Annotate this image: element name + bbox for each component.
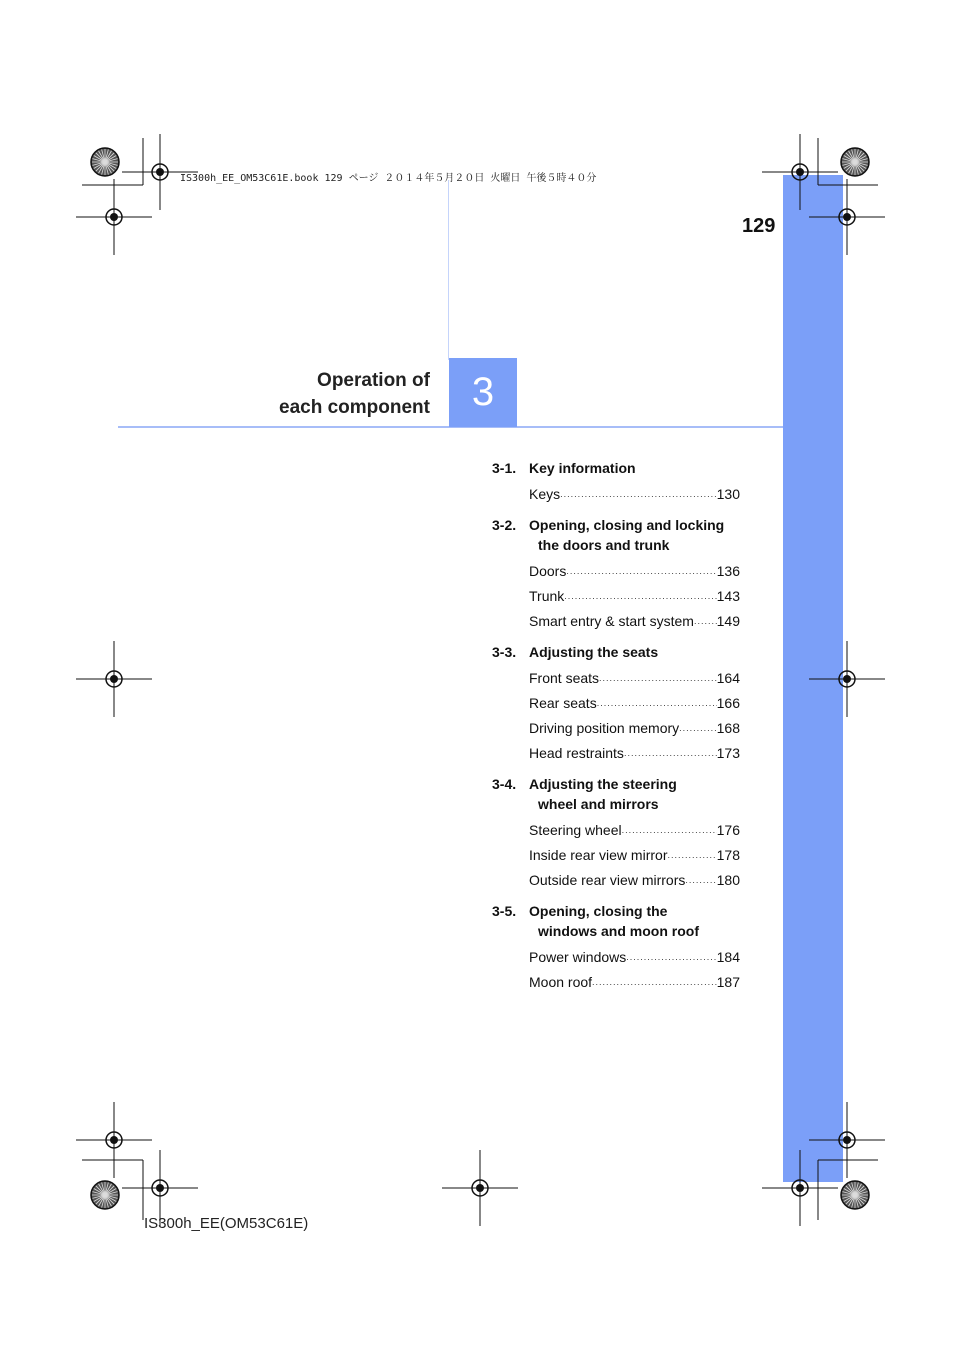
toc-entry-label: Doors xyxy=(529,563,567,579)
toc-section-title xyxy=(529,515,724,555)
toc-section-title-line: Opening, closing and locking xyxy=(529,517,725,533)
registration-cross-icon xyxy=(106,209,122,225)
toc-section-title-line: wheel and mirrors xyxy=(538,796,659,812)
toc-section xyxy=(492,458,740,478)
toc-entry-label: Smart entry & start system xyxy=(529,613,694,629)
toc-entry[interactable] xyxy=(529,609,740,634)
toc-entry-leader xyxy=(624,741,717,766)
toc-entry-leader xyxy=(592,970,717,995)
registration-cross-icon xyxy=(152,164,168,180)
chapter-title-line2: each component xyxy=(279,397,430,418)
toc-entry-label: Moon roof xyxy=(529,974,593,990)
toc-entry[interactable] xyxy=(529,818,740,843)
toc-section xyxy=(492,774,740,814)
toc-entry-page: 166 xyxy=(716,695,740,711)
registration-starburst-icon xyxy=(91,148,119,176)
toc-section-title xyxy=(529,774,677,814)
toc-entry-page: 143 xyxy=(716,588,740,604)
toc-section-title-line: Adjusting the seats xyxy=(529,644,659,660)
toc-entry-label: Front seats xyxy=(529,670,600,686)
toc-entry-label: Power windows xyxy=(529,949,627,965)
toc-entry-label: Keys xyxy=(529,486,561,502)
toc-entry[interactable] xyxy=(529,741,740,766)
header-divider xyxy=(448,180,449,360)
registration-cross-icon xyxy=(106,671,122,687)
toc-section-number: 3-1. xyxy=(492,460,517,476)
toc-section-number: 3-3. xyxy=(492,644,517,660)
toc-section xyxy=(492,515,740,555)
footer-code: IS300h_EE(OM53C61E) xyxy=(144,1215,309,1232)
toc-entry-leader xyxy=(599,666,717,691)
toc-entry[interactable] xyxy=(529,482,740,507)
toc-entry-page: 168 xyxy=(716,720,740,736)
toc-section-title-line: Opening, closing the xyxy=(529,903,668,919)
chapter-tab-strip xyxy=(783,175,843,1182)
toc-section-title-line: the doors and trunk xyxy=(538,537,670,553)
toc-section-number: 3-5. xyxy=(492,903,517,919)
chapter-number-box: 3 xyxy=(449,358,517,427)
toc-entry-leader xyxy=(597,691,717,716)
toc-entry[interactable] xyxy=(529,945,740,970)
registration-cross-icon xyxy=(472,1180,488,1196)
registration-starburst-icon xyxy=(91,1181,119,1209)
toc-entry-leader xyxy=(622,818,717,843)
toc-entry-page: 176 xyxy=(716,822,740,838)
toc-entry-leader xyxy=(685,868,716,893)
registration-starburst-icon xyxy=(841,1181,869,1209)
toc-section xyxy=(492,901,740,941)
registration-cross-icon xyxy=(106,1132,122,1148)
toc-section-number: 3-2. xyxy=(492,517,517,533)
toc-entry-page: 136 xyxy=(716,563,740,579)
toc-entry[interactable] xyxy=(529,584,740,609)
toc-entry-page: 180 xyxy=(716,872,740,888)
toc-entry-page: 149 xyxy=(716,613,740,629)
toc-section xyxy=(492,642,740,662)
toc-entry[interactable] xyxy=(529,970,740,995)
print-header: IS300h_EE_OM53C61E.book 129 ページ ２０１４年５月２０日 火曜日 午後５時４０分 xyxy=(180,173,597,184)
toc-entry-label: Head restraints xyxy=(529,745,624,761)
toc-entry-label: Rear seats xyxy=(529,695,597,711)
toc-entry-leader xyxy=(667,843,716,868)
toc-entry[interactable] xyxy=(529,666,740,691)
toc-section-title-line: Adjusting the steering xyxy=(529,776,677,792)
toc-entry[interactable] xyxy=(529,716,740,741)
toc-entry-leader xyxy=(564,584,716,609)
page-number: 129 xyxy=(742,215,776,237)
toc-entry-leader xyxy=(694,609,717,634)
toc-entry-label: Driving position memory xyxy=(529,720,680,736)
toc-section-title xyxy=(529,642,658,662)
toc-entry-leader xyxy=(560,482,717,507)
toc-entry-label: Inside rear view mirror xyxy=(529,847,668,863)
toc-entry-label: Outside rear view mirrors xyxy=(529,872,686,888)
toc-entry-page: 178 xyxy=(716,847,740,863)
toc-entry[interactable] xyxy=(529,559,740,584)
registration-starburst-icon xyxy=(841,148,869,176)
toc-section-title-line: windows and moon roof xyxy=(538,923,699,939)
toc-entry-page: 173 xyxy=(716,745,740,761)
toc-entry-label: Steering wheel xyxy=(529,822,622,838)
registration-cross-icon xyxy=(792,1180,808,1196)
chapter-title xyxy=(279,367,430,421)
registration-cross-icon xyxy=(152,1180,168,1196)
chapter-title-line1: Operation of xyxy=(317,370,430,391)
toc-entry-page: 184 xyxy=(716,949,740,965)
toc-section-title xyxy=(529,901,699,941)
toc-entry-label: Trunk xyxy=(529,588,565,604)
toc-section-number: 3-4. xyxy=(492,776,517,792)
toc-entry[interactable] xyxy=(529,691,740,716)
toc-entry-page: 187 xyxy=(716,974,740,990)
toc-entry-leader xyxy=(679,716,716,741)
toc-entry-leader xyxy=(626,945,716,970)
toc-section-title-line: Key information xyxy=(529,460,636,476)
toc-entry-leader xyxy=(566,559,716,584)
table-of-contents xyxy=(492,458,740,995)
toc-entry[interactable] xyxy=(529,843,740,868)
toc-section-title xyxy=(529,458,636,478)
toc-entry-page: 130 xyxy=(716,486,740,502)
toc-entry-page: 164 xyxy=(716,670,740,686)
toc-entry[interactable] xyxy=(529,868,740,893)
